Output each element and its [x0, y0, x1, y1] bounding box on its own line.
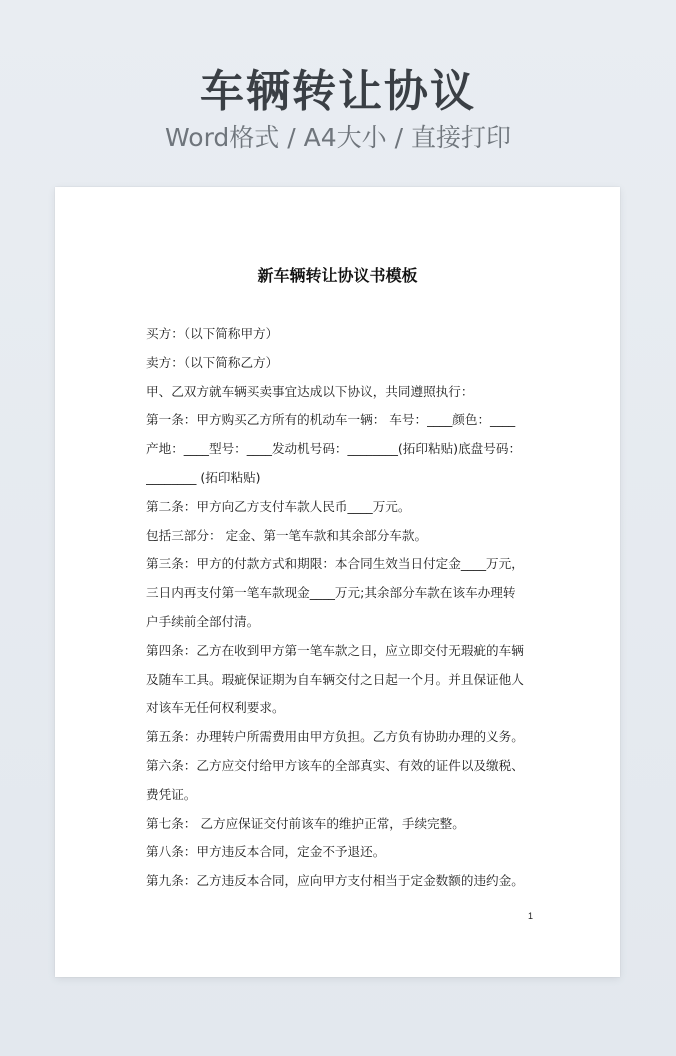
- text-line: 费凭证。: [146, 786, 197, 802]
- document-page: [55, 187, 620, 977]
- banner-title: 车辆转让协议: [200, 66, 476, 117]
- text-line: 第一条：甲方购买乙方所有的机动车一辆： 车号：____颜色：____: [146, 412, 516, 428]
- text-line: 第七条： 乙方应保证交付前该车的维护正常，手续完整。: [146, 815, 465, 831]
- banner-subtitle: Word格式 / A4大小 / 直接打印: [165, 123, 511, 152]
- text-line: 包括三部分： 定金、第一笔车款和其余部分车款。: [146, 527, 428, 543]
- text-line: 第二条：甲方向乙方支付车款人民币____万元。: [146, 498, 411, 514]
- text-line: 第八条：甲方违反本合同，定金不予退还。: [146, 844, 386, 860]
- text-line: 及随车工具。瑕疵保证期为自车辆交付之日起一个月。并且保证他人: [146, 671, 524, 687]
- page-number: 1: [527, 911, 533, 921]
- text-line: 甲、乙双方就车辆买卖事宜达成以下协议，共同遵照执行：: [146, 383, 474, 399]
- document-body: [146, 320, 532, 896]
- text-line: 产地：____型号：____发动机号码：________(拓印粘贴)底盘号码：: [146, 441, 522, 457]
- text-line: 第四条：乙方在收到甲方第一笔车款之日，应立即交付无瑕疵的车辆: [146, 642, 524, 658]
- text-line: 户手续前全部付清。: [146, 613, 260, 629]
- text-line: 三日内再支付第一笔车款现金____万元;其余部分车款在该车办理转: [146, 585, 516, 601]
- text-line: 第六条：乙方应交付给甲方该车的全部真实、有效的证件以及缴税、: [146, 757, 524, 773]
- text-line: 对该车无任何权利要求。: [146, 700, 285, 716]
- text-line: 第三条：甲方的付款方式和期限：本合同生效当日付定金____万元，: [146, 556, 524, 572]
- text-line: 第九条：乙方违反本合同，应向甲方支付相当于定金数额的违约金。: [146, 873, 524, 889]
- text-line: ________ (拓印粘贴): [146, 469, 261, 485]
- document-title: 新车辆转让协议书模板: [257, 266, 418, 285]
- text-line: 买方：（以下简称甲方）: [146, 326, 279, 341]
- text-line: 卖方：（以下简称乙方）: [146, 354, 279, 370]
- text-line: 第五条：办理转户所需费用由甲方负担。乙方负有协助办理的义务。: [146, 729, 524, 745]
- banner: [0, 0, 676, 180]
